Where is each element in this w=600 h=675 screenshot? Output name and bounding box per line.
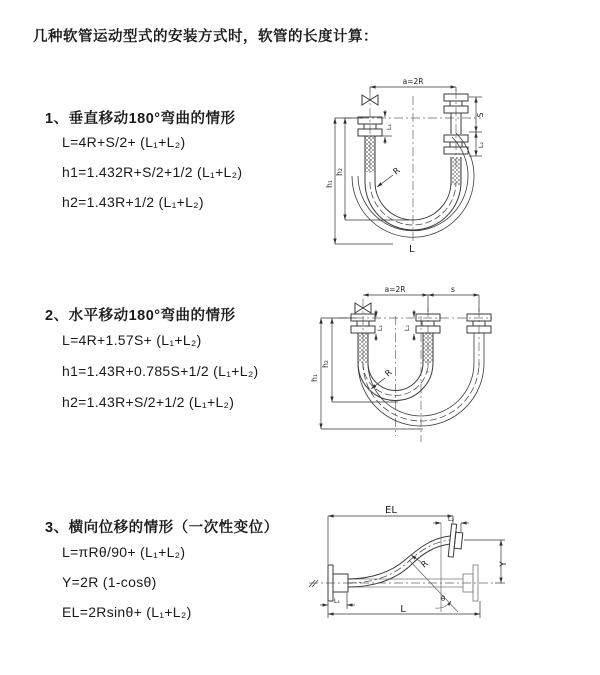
dim-label-r: R [419,558,431,571]
section-3-heading: 3、横向位移的情形（一次性变位） [45,520,279,536]
formula-line: h2=1.43R+S/2+1/2 (L₁+L₂) [62,394,235,410]
dim-label-l2: L₂ [447,515,455,523]
formula-line: L=πRθ/90+ (L₁+L₂) [62,544,186,560]
dim-label-l2: L₂ [403,324,411,332]
dim-label-l2: L₂ [477,141,485,149]
section-1-heading: 1、垂直移动180°弯曲的情形 [45,111,236,127]
dim-label-el: EL [385,505,397,516]
formula-line: L=4R+S/2+ (L₁+L₂) [62,134,186,150]
dim-label-span: a=2R [384,285,406,294]
dim-label-span: a=2R [402,77,424,86]
dim-label-h1: h₁ [310,374,319,382]
dim-label-y: Y [499,561,509,567]
dimension-lines [321,295,479,429]
dim-label-l1: L₁ [376,324,384,332]
dim-label-h2: h₂ [335,168,344,176]
dim-label-shift: s [451,285,455,294]
formula-line: h2=1.43R+1/2 (L₁+L₂) [62,194,204,210]
section-2-heading: 2、水平移动180°弯曲的情形 [45,308,236,324]
fittings [328,524,464,601]
dim-label-r: R [391,165,403,178]
formula-line: h1=1.43R+0.785S+1/2 (L₁+L₂) [62,363,259,379]
break-mark [309,580,318,587]
dim-label-h2: h₂ [321,360,330,368]
braided-hose-hatch [365,136,375,172]
braided-hose-hatch [358,333,368,363]
dim-label-l1: L₁ [333,597,341,605]
dim-label-h1: h₁ [325,180,334,188]
diagram-vertical-180 [313,74,585,258]
centerlines [309,580,495,587]
doc-title: 几种软管运动型式的安装方式时，软管的长度计算： [33,29,378,45]
formula-line: h1=1.432R+S/2+1/2 (L₁+L₂) [62,164,243,180]
dim-label-l1: L₁ [385,123,393,131]
dim-label-s: S [476,112,485,118]
diagram-horizontal-180 [310,286,594,450]
formula-line: L=4R+1.57S+ (L₁+L₂) [62,332,202,348]
formula-line: EL=2Rsinθ+ (L₁+L₂) [62,604,192,620]
dim-label-r: R [383,367,395,380]
dim-label-theta: θ [441,595,446,603]
formula-line: Y=2R (1-cosθ) [62,574,157,590]
braided-hose-hatch [451,157,461,185]
braided-hose-hatch [423,333,433,363]
dimension-labels [334,505,509,615]
dim-label-length: L [409,244,415,255]
diagram-lateral-displacement [303,502,597,642]
dim-label-length: L [400,604,406,615]
dimension-lines [320,516,505,618]
